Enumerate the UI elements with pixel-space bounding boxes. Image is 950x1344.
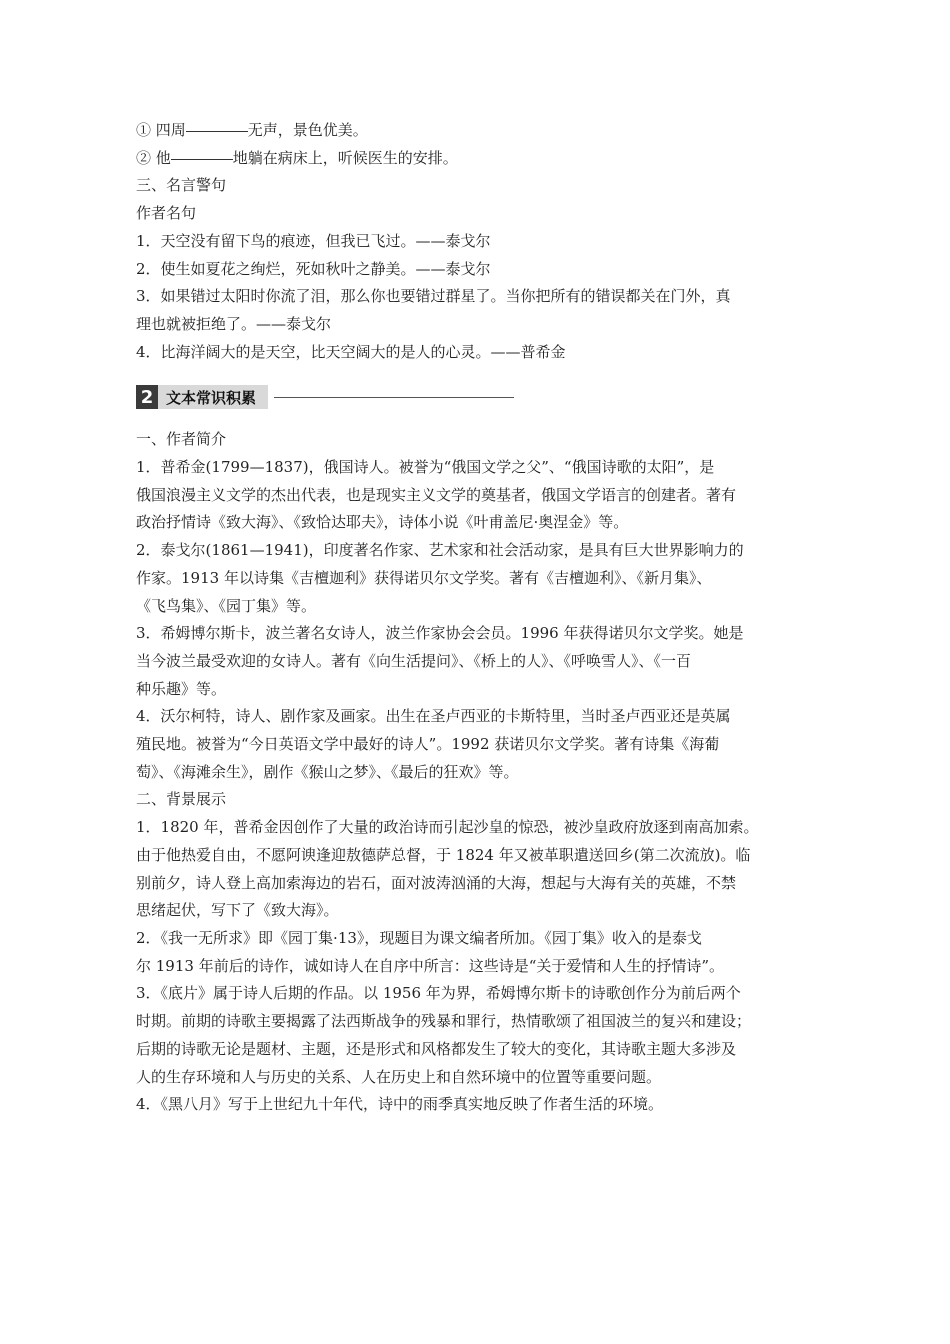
intro-line: 当今波兰最受欢迎的女诗人。著有《向生活提问》、《桥上的人》、《呼唤雪人》、《一百 — [136, 651, 692, 670]
quotes-heading: 三、名言警句 — [136, 176, 227, 195]
quote-item: 4．比海洋阔大的是天空，比天空阔大的是人的心灵。——普希金 — [136, 342, 566, 361]
fill-blank-1-suffix: 无声，景色优美。 — [247, 121, 368, 139]
intro-line: 萄》、《海滩余生》，剧作《猴山之梦》、《最后的狂欢》等。 — [136, 762, 519, 781]
section-number-badge: 2 — [136, 385, 158, 409]
intro-line: 2．泰戈尔(1861—1941)，印度著名作家、艺术家和社会活动家，是具有巨大世界影响力的 — [136, 541, 744, 560]
fill-blank-line-1 — [136, 117, 816, 145]
section-header — [136, 382, 816, 412]
document-page — [136, 117, 816, 1119]
intro-line: 《飞鸟集》、《园丁集》等。 — [136, 596, 317, 615]
fill-blank-2-suffix: 地躺在病床上，听候医生的安排。 — [232, 148, 458, 167]
intro-line: 殖民地。被誉为“今日英语文学中最好的诗人”。1992 获诺贝尔文学奖。著有诗集《海葡 — [136, 735, 720, 754]
quote-item: 2．使生如夏花之绚烂，死如秋叶之静美。——泰戈尔 — [136, 259, 491, 278]
intro-line: 作家。1913 年以诗集《吉檀迦利》获得诺贝尔文学奖。著有《吉檀迦利》、《新月集》、 — [136, 568, 712, 587]
quotes-subheading: 作者名句 — [136, 204, 197, 223]
background-line: 思绪起伏，写下了《致大海》。 — [136, 901, 339, 920]
background-line: 尔 1913 年前后的诗作，诚如诗人在自序中所言：这些诗是“关于爱情和人生的抒情诗”。 — [136, 956, 725, 975]
background-heading: 二、背景展示 — [136, 790, 227, 809]
intro-line: 俄国浪漫主义文学的杰出代表，也是现实主义文学的奠基者，俄国文学语言的创建者。著有 — [136, 485, 737, 504]
background-line: 人的生存环境和人与历史的关系、人在历史上和自然环境中的位置等重要问题。 — [136, 1067, 662, 1086]
quote-item: 3．如果错过太阳时你流了泪，那么你也要错过群星了。当你把所有的错误都关在门外，真 — [136, 287, 731, 306]
intro-line: 4．沃尔柯特，诗人、剧作家及画家。出生在圣卢西亚的卡斯特里，当时圣卢西亚还是英属 — [136, 707, 731, 726]
background-line: 1．1820 年，普希金因创作了大量的政治诗而引起沙皇的惊恐，被沙皇政府放逐到南高加索。 — [136, 818, 759, 837]
intro-line: 3．希姆博尔斯卡，波兰著名女诗人，波兰作家协会会员。1996 年获得诺贝尔文学奖。她是 — [136, 624, 744, 643]
answer-blank-2[interactable] — [171, 158, 233, 160]
intro-body — [136, 454, 816, 786]
background-line: 时期。前期的诗歌主要揭露了法西斯战争的残暴和罪行，热情歌颂了祖国波兰的复兴和建设； — [136, 1012, 752, 1031]
section-title: 文本常识积累 — [158, 385, 268, 409]
quote-item-continued: 理也就被拒绝了。——泰戈尔 — [136, 314, 332, 333]
background-line: 后期的诗歌无论是题材、主题，还是形式和风格都发生了较大的变化，其诗歌主题大多涉及 — [136, 1039, 737, 1058]
intro-heading: 一、作者简介 — [136, 430, 227, 449]
quote-item: 1．天空没有留下鸟的痕迹，但我已飞过。——泰戈尔 — [136, 231, 491, 250]
intro-line: 政治抒情诗《致大海》、《致恰达耶夫》，诗体小说《叶甫盖尼·奥涅金》等。 — [136, 513, 629, 532]
fill-blank-1-prefix: ① 四周 — [136, 121, 186, 139]
background-line: 2．《我一无所求》即《园丁集·13》，现题目为课文编者所加。《园丁集》收入的是泰戈 — [136, 928, 702, 947]
section-header-rule — [274, 397, 514, 398]
background-line: 3．《底片》属于诗人后期的作品。以 1956 年为界，希姆博尔斯卡的诗歌创作分为前后两个 — [136, 984, 741, 1003]
background-line: 由于他热爱自由，不愿阿谀逢迎敖德萨总督，于 1824 年又被革职遣送回乡(第二次流放)。临 — [136, 845, 751, 864]
background-body — [136, 814, 816, 1119]
background-line: 别前夕，诗人登上高加索海边的岩石，面对波涛汹涌的大海，想起与大海有关的英雄，不禁 — [136, 873, 737, 892]
fill-blank-2-prefix: ② 他 — [136, 148, 171, 167]
answer-blank-1[interactable] — [186, 130, 248, 132]
intro-line: 1．普希金(1799—1837)，俄国诗人。被誉为“俄国文学之父”、“俄国诗歌的太阳”，是 — [136, 458, 715, 477]
fill-blank-line-2 — [136, 145, 816, 173]
background-line: 4．《黑八月》写于上世纪九十年代，诗中的雨季真实地反映了作者生活的环境。 — [136, 1095, 664, 1114]
intro-line: 种乐趣》等。 — [136, 679, 227, 698]
